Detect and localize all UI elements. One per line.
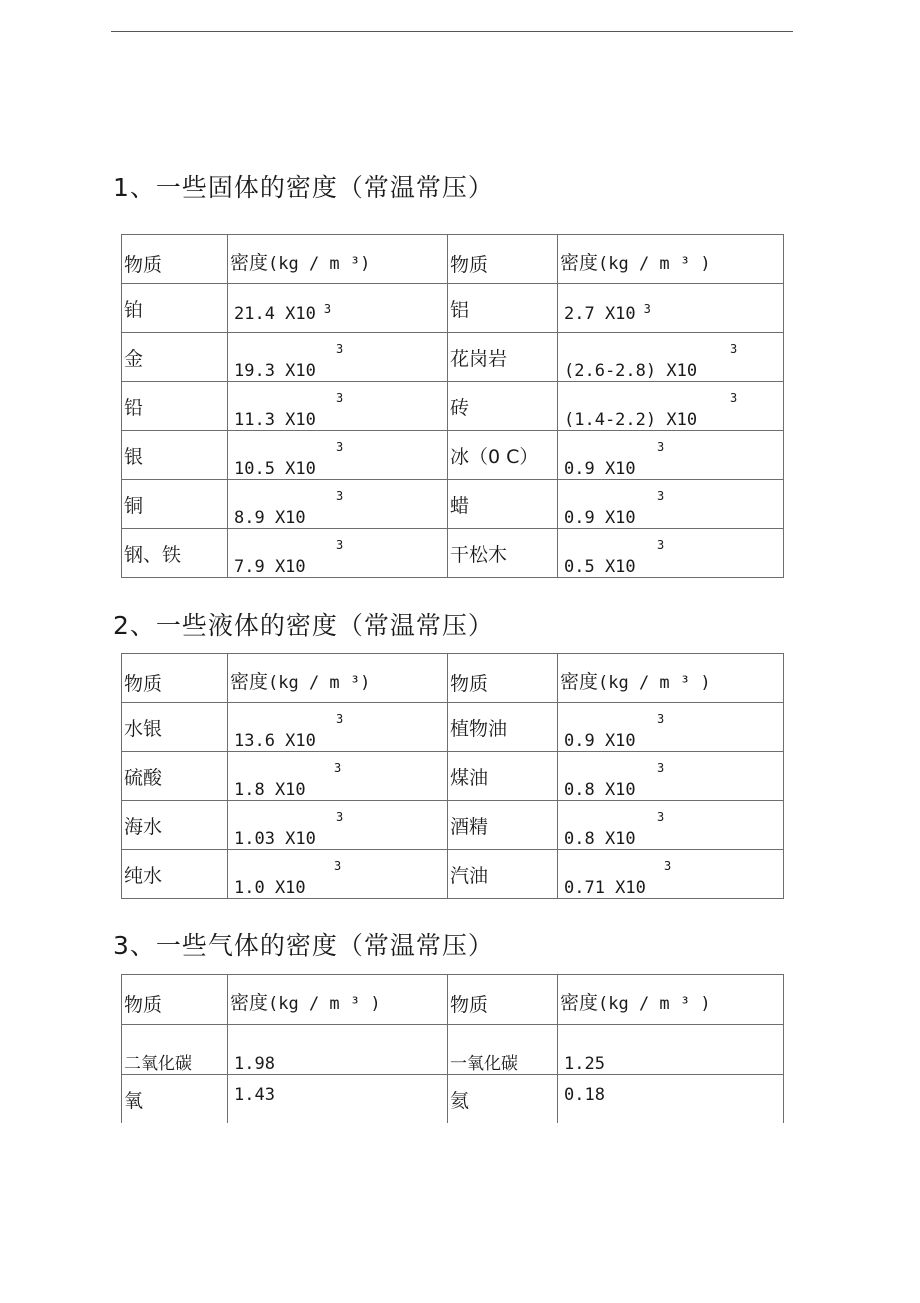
table-row <box>122 333 784 382</box>
header-substance: 物质 <box>122 235 228 284</box>
header-density-unit: (kg / m ³) <box>268 673 371 693</box>
density-exponent: 3 <box>336 342 344 356</box>
substance-name: 铝 <box>448 284 558 333</box>
density-exponent: 3 <box>334 761 342 775</box>
density-value <box>228 480 448 529</box>
substance-name: 汽油 <box>448 850 558 899</box>
density-mantissa: 1.8 X10 <box>234 780 306 800</box>
density-value <box>228 382 448 431</box>
density-exponent: 3 <box>657 440 665 454</box>
table-row <box>122 480 784 529</box>
density-value <box>558 1075 784 1123</box>
substance-name: 银 <box>122 431 228 480</box>
substance-name: 硫酸 <box>122 752 228 801</box>
density-number: 0.18 <box>564 1084 605 1105</box>
header-substance: 物质 <box>122 975 228 1025</box>
density-exponent: 3 <box>657 712 665 726</box>
header-density-label: 密度 <box>230 671 269 693</box>
header-substance: 物质 <box>448 235 558 284</box>
section-title-gases: 3、一些气体的密度（常温常压） <box>113 931 494 960</box>
solids-density-table <box>121 234 784 578</box>
table-row <box>122 1075 784 1123</box>
density-value <box>558 801 784 850</box>
density-mantissa: 1.0 X10 <box>234 878 306 898</box>
density-exponent: 3 <box>657 489 665 503</box>
table-row <box>122 284 784 333</box>
density-mantissa: (2.6-2.8) X10 <box>564 361 698 381</box>
header-density-label: 密度 <box>560 671 599 693</box>
header-density <box>558 235 784 284</box>
header-density-label: 密度 <box>230 252 269 274</box>
density-mantissa: 10.5 X10 <box>234 459 316 479</box>
density-exponent: 3 <box>657 538 665 552</box>
density-value <box>228 703 448 752</box>
density-mantissa: 7.9 X10 <box>234 557 306 577</box>
density-mantissa: 0.71 X10 <box>564 878 646 898</box>
substance-name: 水银 <box>122 703 228 752</box>
substance-name: 冰（0 C） <box>448 431 558 480</box>
table-row <box>122 752 784 801</box>
header-substance: 物质 <box>122 654 228 703</box>
density-value <box>228 529 448 578</box>
table-row <box>122 529 784 578</box>
density-value <box>558 284 784 333</box>
table-row <box>122 1025 784 1075</box>
density-exponent: 3 <box>336 489 344 503</box>
density-exponent: 3 <box>336 712 344 726</box>
table-header-row <box>122 235 784 284</box>
header-density-label: 密度 <box>560 252 599 274</box>
density-mantissa: 0.8 X10 <box>564 780 636 800</box>
density-mantissa: 21.4 X10 <box>234 304 316 324</box>
substance-name: 一氧化碳 <box>448 1025 558 1075</box>
header-density <box>228 654 448 703</box>
density-value <box>228 284 448 333</box>
table-row <box>122 431 784 480</box>
header-substance: 物质 <box>448 975 558 1025</box>
section-title-solids: 1、一些固体的密度（常温常压） <box>113 173 494 202</box>
density-mantissa: 0.9 X10 <box>564 459 636 479</box>
substance-name: 蜡 <box>448 480 558 529</box>
substance-name: 煤油 <box>448 752 558 801</box>
header-density <box>228 235 448 284</box>
substance-name: 植物油 <box>448 703 558 752</box>
substance-name: 酒精 <box>448 801 558 850</box>
density-value <box>558 850 784 899</box>
header-density-label: 密度 <box>230 992 269 1014</box>
density-mantissa: 19.3 X10 <box>234 361 316 381</box>
density-exponent: 3 <box>336 440 344 454</box>
substance-name: 铜 <box>122 480 228 529</box>
substance-name: 铂 <box>122 284 228 333</box>
header-density-unit: (kg / m ³ ) <box>598 254 711 274</box>
substance-name: 花岗岩 <box>448 333 558 382</box>
density-value <box>558 333 784 382</box>
header-density-unit: (kg / m ³ ) <box>268 994 381 1014</box>
table-header-row <box>122 975 784 1025</box>
density-mantissa: 2.7 X10 <box>564 304 636 324</box>
gases-density-table <box>121 974 784 1123</box>
density-exponent: 3 <box>336 538 344 552</box>
density-exponent: 3 <box>730 342 738 356</box>
header-density-unit: (kg / m ³) <box>268 254 371 274</box>
substance-name: 钢、铁 <box>122 529 228 578</box>
density-value <box>558 382 784 431</box>
table-row <box>122 703 784 752</box>
header-density-label: 密度 <box>560 992 599 1014</box>
density-value <box>558 529 784 578</box>
density-number: 1.98 <box>234 1054 275 1074</box>
density-mantissa: 0.9 X10 <box>564 508 636 528</box>
density-exponent: 3 <box>323 302 332 316</box>
density-exponent: 3 <box>664 859 672 873</box>
density-value <box>228 752 448 801</box>
density-value <box>558 431 784 480</box>
header-density <box>558 654 784 703</box>
substance-name: 氧 <box>122 1075 228 1123</box>
density-value <box>558 480 784 529</box>
substance-name: 海水 <box>122 801 228 850</box>
density-mantissa: 1.03 X10 <box>234 829 316 849</box>
density-value <box>558 703 784 752</box>
density-exponent: 3 <box>657 761 665 775</box>
density-exponent: 3 <box>657 810 665 824</box>
density-mantissa: (1.4-2.2) X10 <box>564 410 698 430</box>
table-row <box>122 801 784 850</box>
density-mantissa: 0.5 X10 <box>564 557 636 577</box>
density-value <box>558 1025 784 1075</box>
density-exponent: 3 <box>336 810 344 824</box>
table-row <box>122 850 784 899</box>
substance-name: 铅 <box>122 382 228 431</box>
density-mantissa: 0.8 X10 <box>564 829 636 849</box>
header-density <box>558 975 784 1025</box>
density-mantissa: 11.3 X10 <box>234 410 316 430</box>
density-mantissa: 0.9 X10 <box>564 731 636 751</box>
density-exponent: 3 <box>643 302 651 316</box>
table-row <box>122 382 784 431</box>
density-value <box>228 801 448 850</box>
density-number: 1.25 <box>564 1054 605 1074</box>
density-exponent: 3 <box>336 391 344 405</box>
section-title-liquids: 2、一些液体的密度（常温常压） <box>113 611 494 640</box>
substance-name: 砖 <box>448 382 558 431</box>
substance-name: 二氧化碳 <box>122 1025 228 1075</box>
substance-name: 干松木 <box>448 529 558 578</box>
header-substance: 物质 <box>448 654 558 703</box>
density-value <box>228 1025 448 1075</box>
density-mantissa: 8.9 X10 <box>234 508 306 528</box>
density-mantissa: 13.6 X10 <box>234 731 316 751</box>
liquids-density-table <box>121 653 784 899</box>
substance-name: 金 <box>122 333 228 382</box>
header-density-unit: (kg / m ³ ) <box>598 994 711 1014</box>
density-exponent: 3 <box>334 859 342 873</box>
header-density <box>228 975 448 1025</box>
substance-name: 纯水 <box>122 850 228 899</box>
table-header-row <box>122 654 784 703</box>
density-value <box>558 752 784 801</box>
top-rule <box>111 31 793 32</box>
substance-name: 氦 <box>448 1075 558 1123</box>
density-value <box>228 333 448 382</box>
header-density-unit: (kg / m ³ ) <box>598 673 711 693</box>
density-number: 1.43 <box>234 1084 275 1105</box>
density-value <box>228 431 448 480</box>
density-exponent: 3 <box>730 391 738 405</box>
density-value <box>228 850 448 899</box>
density-value <box>228 1075 448 1123</box>
